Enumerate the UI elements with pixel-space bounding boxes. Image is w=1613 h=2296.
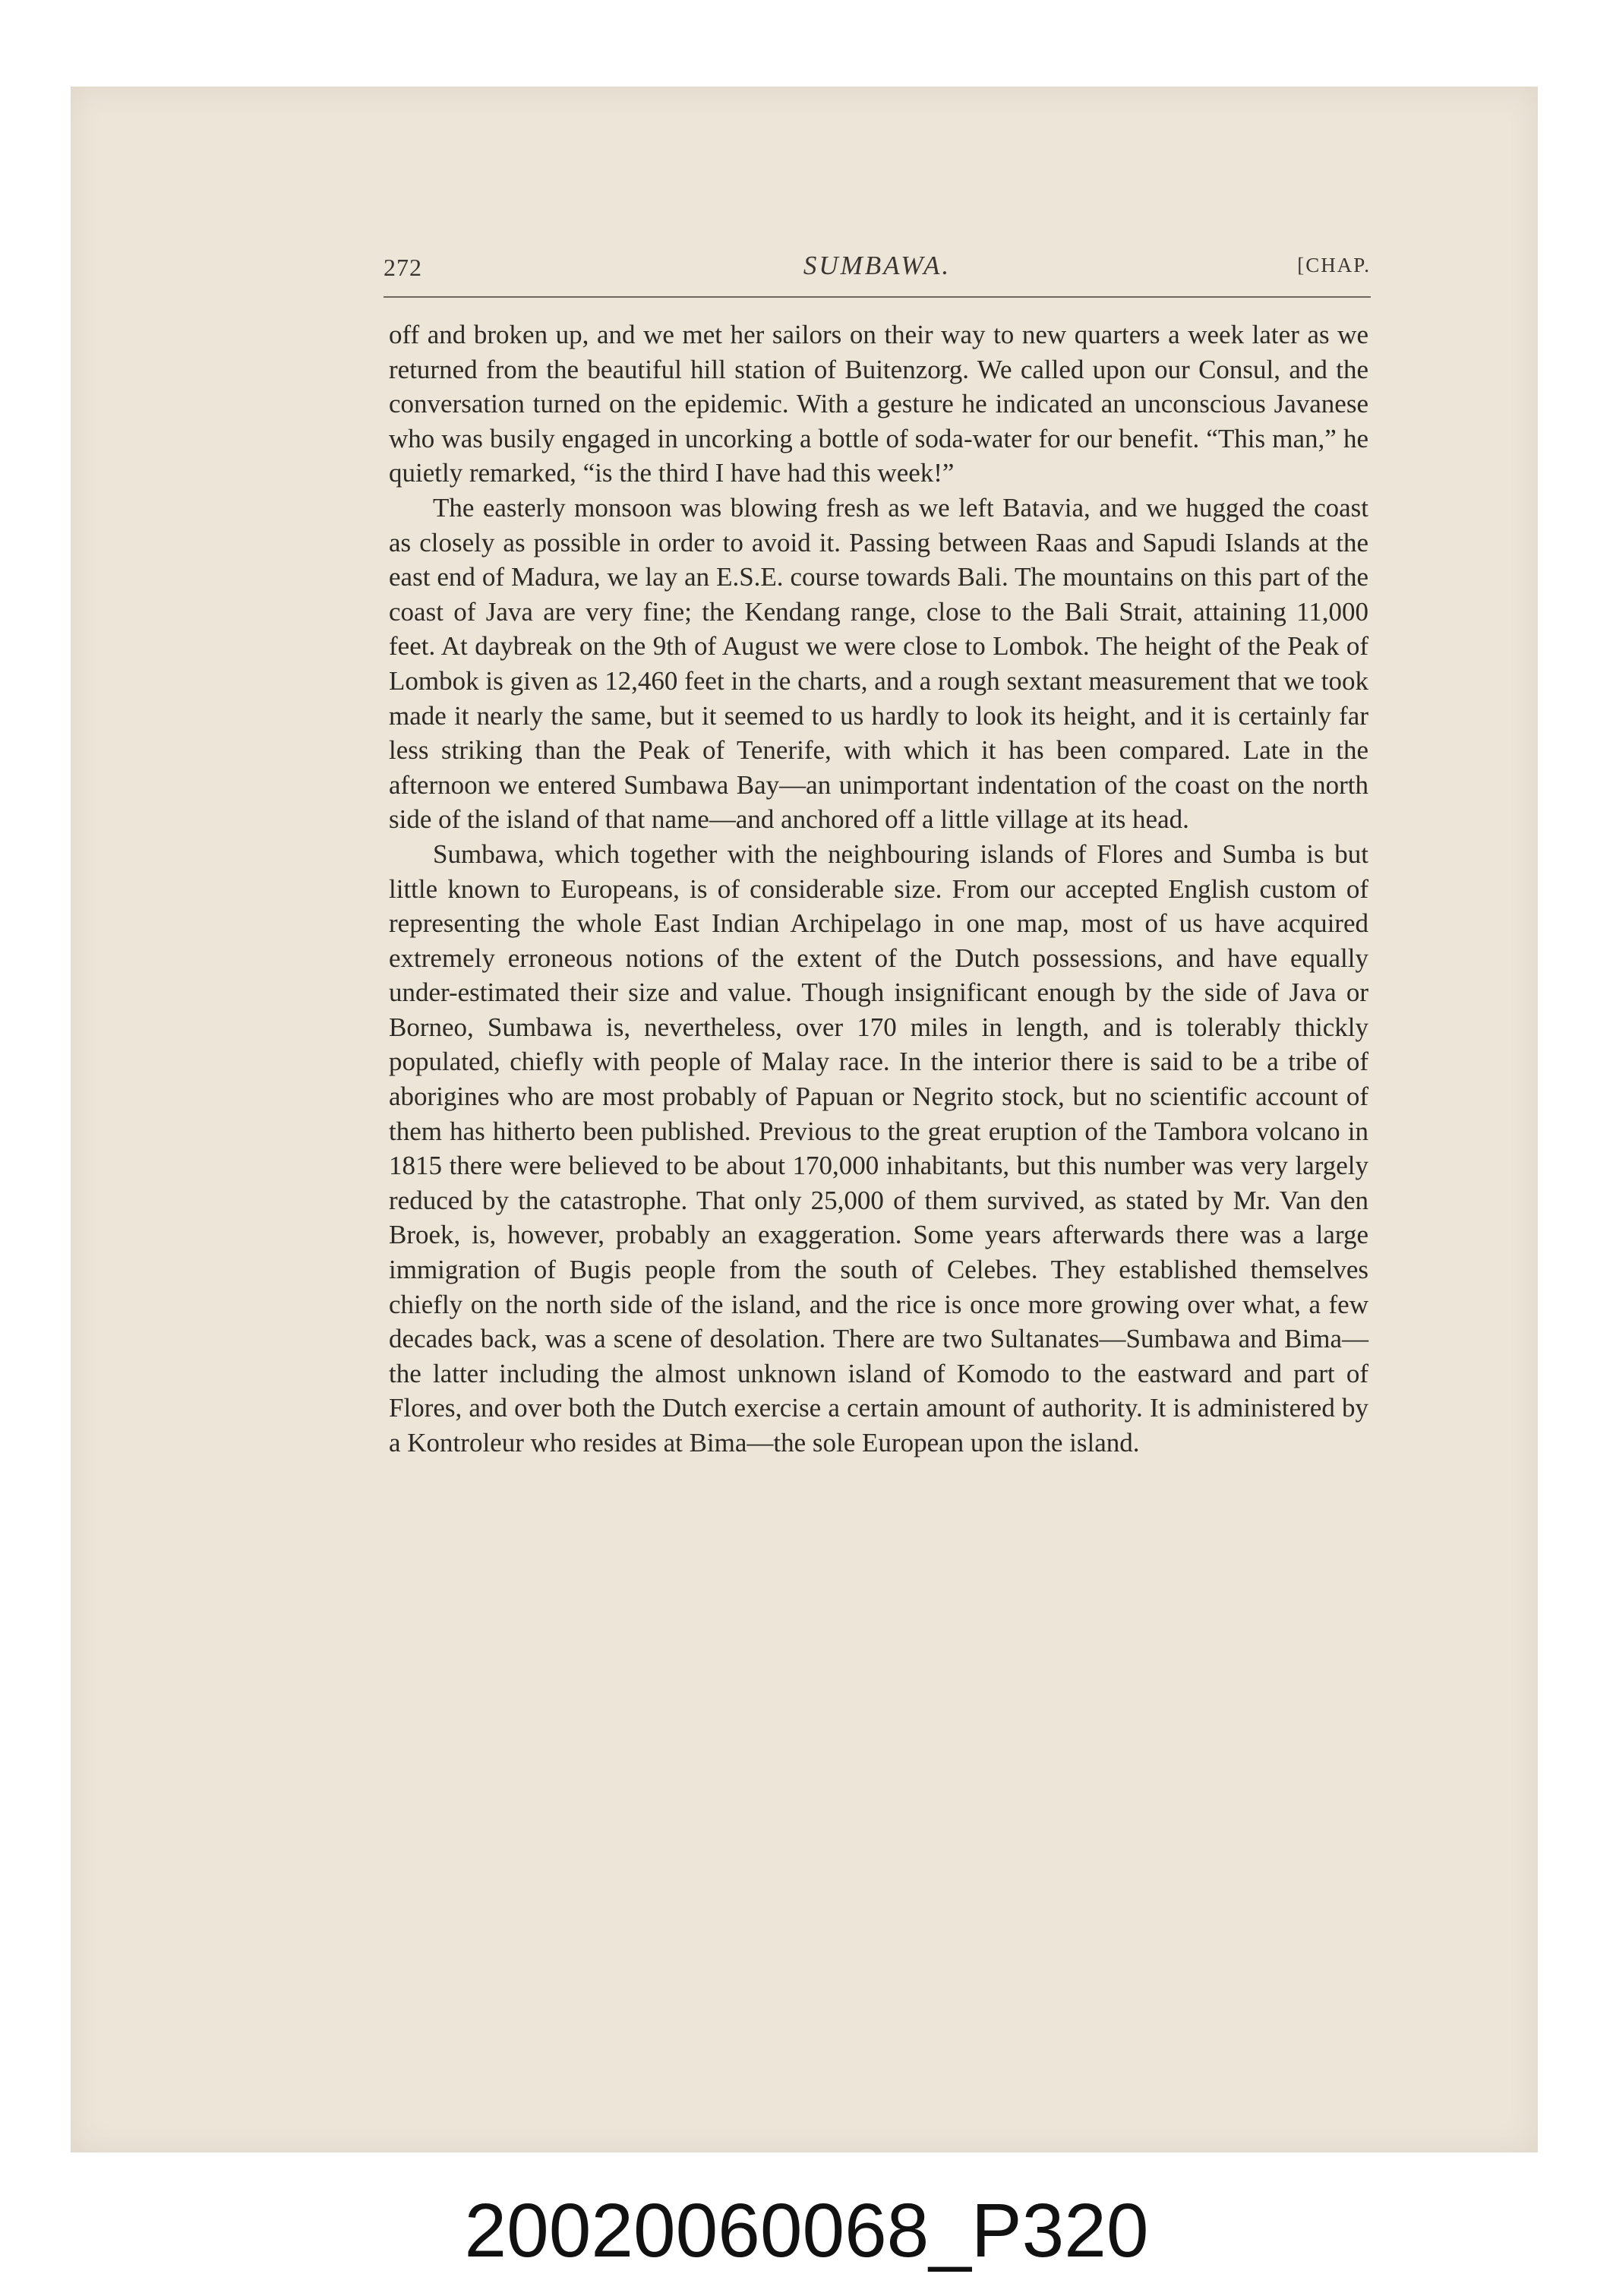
page-body bbox=[389, 317, 1368, 1461]
chapter-marker: [CHAP. bbox=[1297, 254, 1371, 276]
page-number: 272 bbox=[384, 254, 422, 281]
running-title: SUMBAWA. bbox=[803, 251, 952, 280]
running-header bbox=[384, 251, 1371, 287]
paragraph-continued: off and broken up, and we met her sailors on their way to new quarters a week later as we returned from the beautiful hill station of Buitenzorg. We called upon our Consul, and the conversation turned on the epidemic. With a gesture he indicated an unconscious Javanese who was busily engaged in uncorking a bottle of soda-water for our benefit. “This man,” he quietly remarked, “is the third I have had this week!” bbox=[389, 320, 1368, 488]
paragraph-sumbawa: Sumbawa, which together with the neighbouring islands of Flores and Sumba is but little known to Europeans, is of considerable size. From our accepted English custom of representing the whole East Indian Archipelago in one map, most of us have acquired extremely erroneous notions of the extent of the Dutch possessions, and have equally under-estimated their size and value. Though insignificant enough by the side of Java or Borneo, Sumbawa is, nevertheless, over 170 miles in length, and is tolerably thickly populated, chiefly with people of Malay race. In the interior there is said to be a tribe of aborigines who are most probably of Papuan or Negrito stock, but no scientific account of them has hitherto been published. Previous to the great eruption of the Tambora volcano in 1815 there were believed to be about 170,000 inhabitants, but this number was very largely reduced by the catastrophe. That only 25,000 of them survived, as stated by Mr. Van den Broek, is, however, probably an exaggeration. Some years afterwards there was a large immigration of Bugis people from the south of Celebes. They established themselves chiefly on the north side of the island, and the rice is once more growing over what, a few decades back, was a scene of desolation. There are two Sultanates—Sumbawa and Bima—the latter including the almost unknown island of Komodo to the eastward and part of Flores, and over both the Dutch exercise a certain amount of authority. It is administered by a Kontroleur who resides at Bima—the sole European upon the island. bbox=[389, 838, 1368, 1458]
archive-id-caption: 20020060068_P320 bbox=[464, 2188, 1149, 2273]
paragraph-monsoon: The easterly monsoon was blowing fresh as we left Batavia, and we hugged the coast as closely as possible in order to avoid it. Passing between Raas and Sapudi Islands at the east end of Madura, we lay an E.S.E. course towards Bali. The mountains on this part of the coast of Java are very fine; the Kendang range, close to the Bali Strait, attaining 11,000 feet. At daybreak on the 9th of August we were close to Lombok. The height of the Peak of Lombok is given as 12,460 feet in the charts, and a rough sextant measurement that we took made it nearly the same, but it seemed to us hardly to look its height, and it is certainly far less striking than the Peak of Tenerife, with which it has been compared. Late in the afternoon we entered Sumbawa Bay—an unimportant indentation of the coast on the north side of the island of that name—and anchored off a little village at its head. bbox=[389, 492, 1368, 835]
header-rule bbox=[384, 296, 1371, 298]
